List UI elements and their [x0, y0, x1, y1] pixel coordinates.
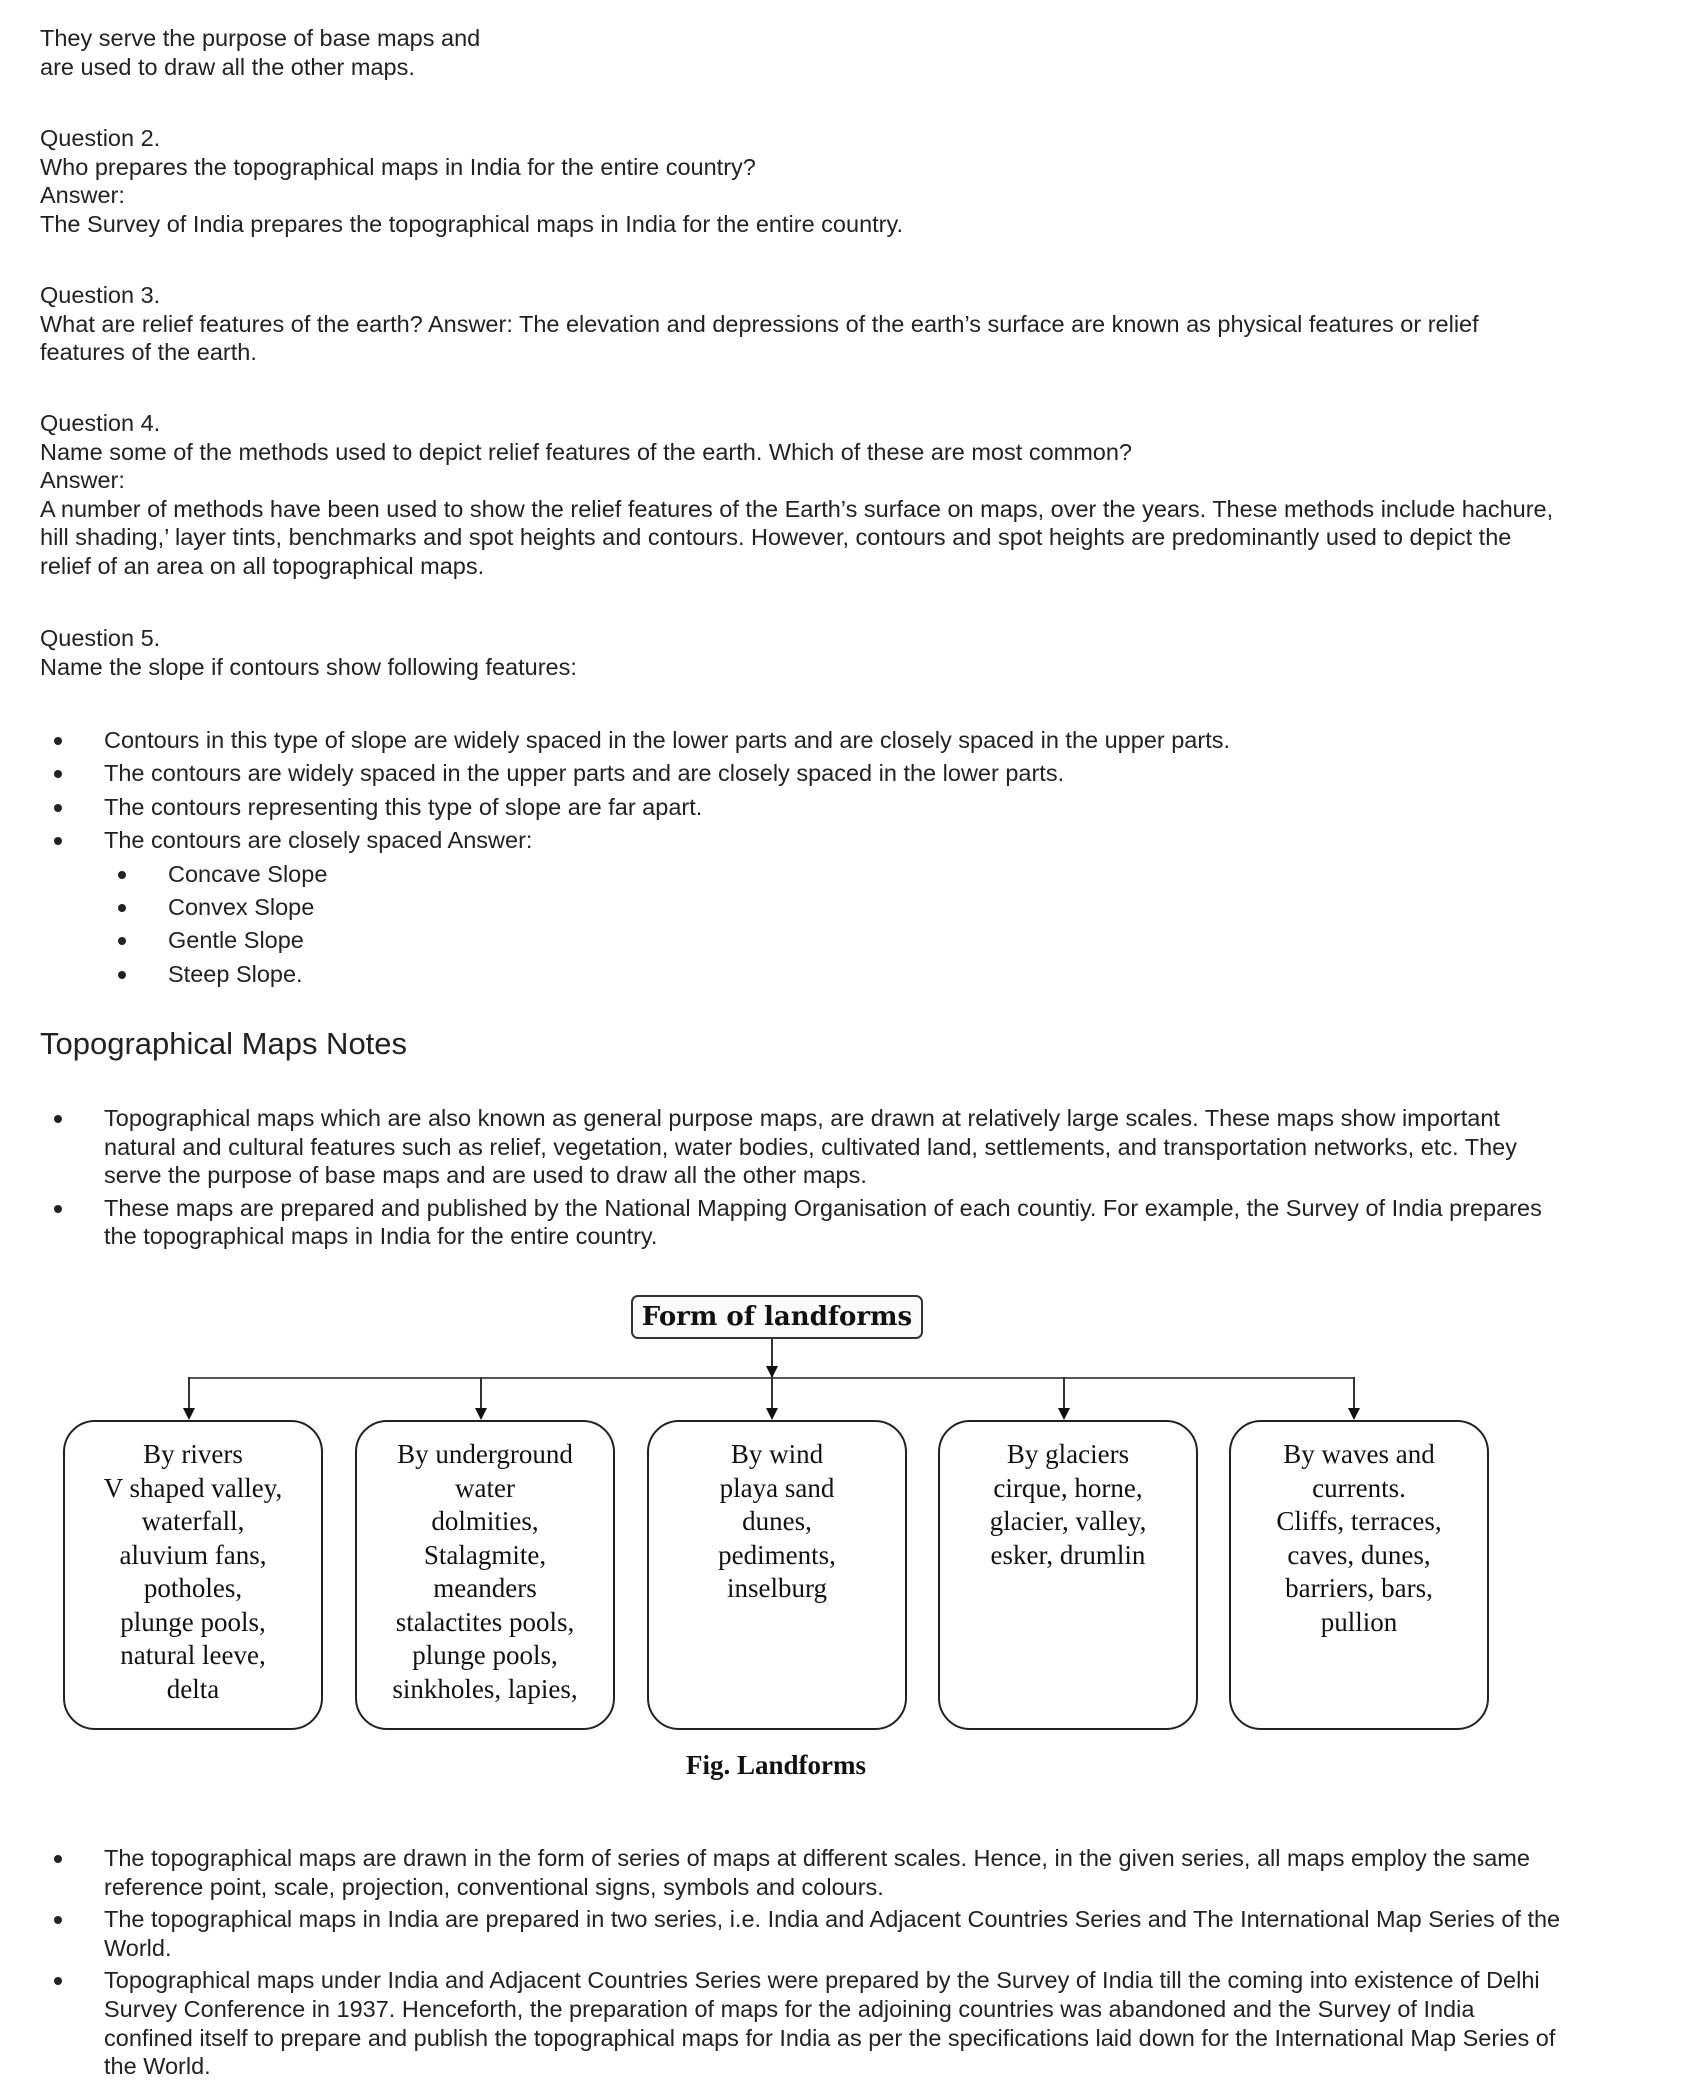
landform-box-glaciers: By glaciers cirque, horne, glacier, valley, esker, drumlin: [938, 1420, 1198, 1730]
list-item: The contours are closely spaced Answer:: [0, 824, 1230, 857]
list-item: Contours in this type of slope are widely spaced in the lower parts and are closely spaced in the upper parts.: [0, 724, 1230, 757]
bullet-icon: [54, 1977, 62, 1985]
text-line: They serve the purpose of base maps and: [40, 25, 481, 51]
answer-item: Steep Slope.: [0, 958, 1230, 991]
bullet-icon: [118, 937, 126, 945]
answer-text: The Survey of India prepares the topographical maps in India for the entire country.: [40, 210, 904, 237]
list-item: These maps are prepared and published by the National Mapping Organisation of each countiy. For example, the Survey of India prepares the topographical maps in India for the entire country.: [0, 1194, 1542, 1251]
question-label: Question 2.: [40, 125, 161, 151]
text-line: are used to draw all the other maps.: [40, 53, 415, 80]
question-4: [40, 409, 1553, 581]
question-label: Question 5.: [40, 625, 161, 651]
notes-list-bottom: [0, 1844, 1560, 2081]
answer-text: relief of an area on all topographical maps.: [40, 552, 485, 579]
bullet-icon: [54, 1115, 62, 1123]
answer-text: A number of methods have been used to show the relief features of the Earth’s surface on maps, over the years. These methods include hachure,: [40, 495, 1554, 522]
landforms-diagram: [0, 1280, 1700, 1800]
bullet-icon: [54, 737, 62, 745]
answer-label: Answer:: [40, 467, 125, 494]
connector-line: [480, 1377, 482, 1411]
question-text: features of the earth.: [40, 339, 257, 366]
diagram-title-box: Form of landforms: [631, 1295, 923, 1339]
list-item: The contours representing this type of slope are far apart.: [0, 791, 1230, 824]
connector-line: [1063, 1377, 1065, 1411]
question-text: Name the slope if contours show following features:: [40, 653, 577, 680]
connector-line: [188, 1377, 190, 1411]
intro-paragraph: [40, 24, 480, 81]
bullet-icon: [54, 837, 62, 845]
bullet-icon: [118, 871, 126, 879]
list-item: The topographical maps are drawn in the form of series of maps at different scales. Hence, in the given series, all maps employ the same reference point, scale, projection, conventional signs, symbols and colours.: [0, 1844, 1560, 1901]
arrow-down-icon: [766, 1408, 778, 1420]
arrow-down-icon: [183, 1408, 195, 1420]
list-item: Topographical maps under India and Adjacent Countries Series were prepared by the Survey of India till the coming into existence of Delhi Survey Conference in 1937. Henceforth, the preparation of maps for the adjoining countries was abandoned and the Survey of India confined itself to prepare and publish the topographical maps for India as per the specifications laid down for the International Map Series of the World.: [0, 1966, 1560, 2080]
question-label: Question 4.: [40, 410, 161, 436]
arrow-down-icon: [1058, 1408, 1070, 1420]
answer-item: Gentle Slope: [0, 924, 1230, 957]
answer-label: Answer:: [40, 182, 125, 209]
bullet-icon: [54, 1916, 62, 1924]
notes-list-top: [0, 1104, 1542, 1251]
question-label: Question 3.: [40, 282, 161, 308]
list-item: The contours are widely spaced in the upper parts and are closely spaced in the lower parts.: [0, 757, 1230, 790]
bullet-icon: [118, 904, 126, 912]
answer-text: hill shading,’ layer tints, benchmarks and spot heights and contours. However, contours and spot heights are predominantly used to depict the: [40, 524, 1512, 551]
question-2: [40, 124, 903, 238]
bullet-icon: [54, 1855, 62, 1863]
bullet-icon: [54, 1205, 62, 1213]
figure-caption: Fig. Landforms: [685, 1750, 866, 1780]
landform-box-waves-currents: By waves and currents. Cliffs, terraces, caves, dunes, barriers, bars, pullion: [1229, 1420, 1489, 1730]
arrow-down-icon: [475, 1408, 487, 1420]
question-3: [40, 281, 1479, 367]
question-5: [40, 624, 577, 681]
section-heading: Topographical Maps Notes: [40, 1026, 408, 1061]
list-item: Topographical maps which are also known as general purpose maps, are drawn at relatively large scales. These maps show important natural and cultural features such as relief, vegetation, water bodies, cultivated land, settlements, and transportation networks, etc. They serve the purpose of base maps and are used to draw all the other maps.: [0, 1104, 1542, 1190]
connector-line: [771, 1377, 773, 1411]
connector-line: [1353, 1377, 1355, 1411]
question-text: Who prepares the topographical maps in India for the entire country?: [40, 153, 756, 180]
arrow-down-icon: [1348, 1408, 1360, 1420]
question-text: Name some of the methods used to depict relief features of the earth. Which of these are most common?: [40, 438, 1132, 465]
list-item: The topographical maps in India are prepared in two series, i.e. India and Adjacent Countries Series and The International Map Series of the World.: [0, 1905, 1560, 1962]
answer-item: Concave Slope: [0, 858, 1230, 891]
q5-feature-list: [0, 724, 1230, 991]
question-text: What are relief features of the earth? Answer: The elevation and depressions of the earth’s surface are known as physical features or relief: [40, 310, 1479, 337]
landform-box-rivers: By rivers V shaped valley, waterfall, aluvium fans, potholes, plunge pools, natural leeve, delta: [63, 1420, 323, 1730]
bullet-icon: [54, 804, 62, 812]
landform-box-wind: By wind playa sand dunes, pediments, inselburg: [647, 1420, 907, 1730]
answer-item: Convex Slope: [0, 891, 1230, 924]
bullet-icon: [118, 971, 126, 979]
bullet-icon: [54, 770, 62, 778]
landform-box-underground-water: By underground water dolmities, Stalagmite, meanders stalactites pools, plunge pools, sinkholes, lapies,: [355, 1420, 615, 1730]
